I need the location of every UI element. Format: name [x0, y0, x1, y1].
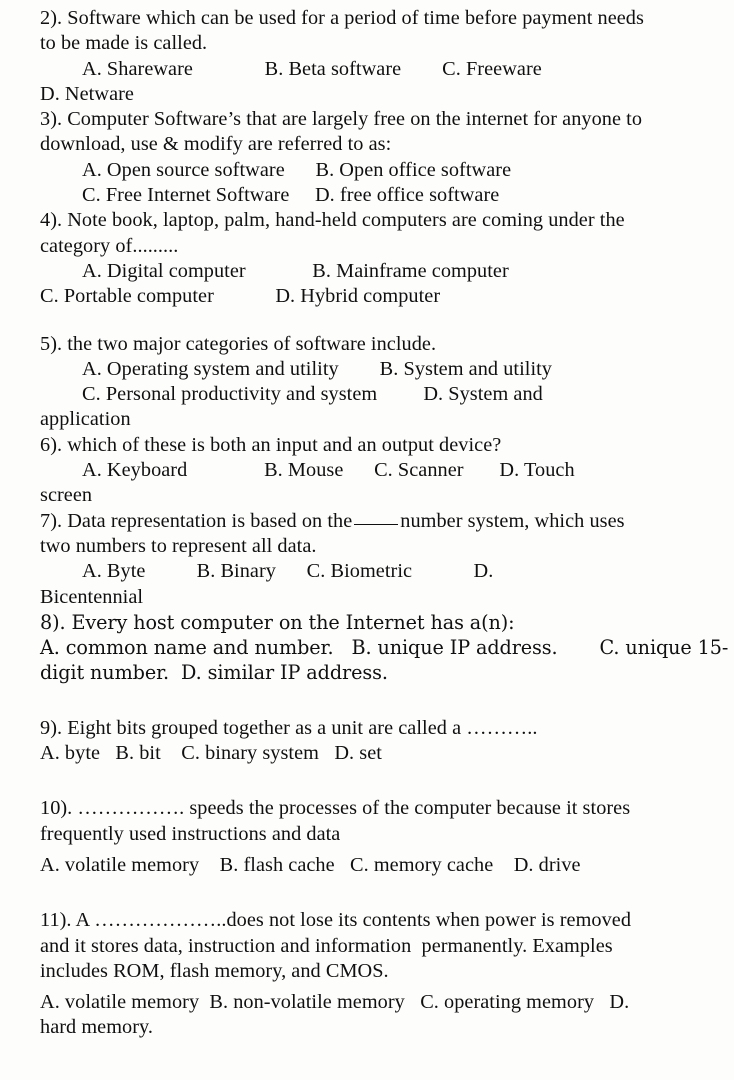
- question-6-option-line-1: A. Keyboard B. Mouse C. Scanner D. Touch: [82, 459, 575, 482]
- question-4: [40, 208, 686, 309]
- question-10-stem-line-1: 10). ……………. speeds the processes of the computer because it stores: [40, 797, 631, 820]
- question-8: [40, 610, 729, 686]
- question-7-option-line-1: A. Byte B. Binary C. Biometric D.: [82, 560, 494, 583]
- question-3: [40, 107, 686, 208]
- question-7-stem-after-blank: number system, which uses: [400, 509, 625, 532]
- spacer-after-question-10: [40, 878, 686, 908]
- question-6-stem-line-1: 6). which of these is both an input and an output device?: [40, 433, 502, 456]
- question-5: [40, 332, 686, 433]
- question-10: [40, 796, 686, 878]
- question-9-stem-line-1: 9). Eight bits grouped together as a unit are called a ………..: [40, 716, 538, 739]
- question-10-stem-line-2: frequently used instructions and data: [40, 822, 341, 845]
- question-4-option-line-1: A. Digital computer B. Mainframe computer: [82, 259, 509, 282]
- spacer-after-question-8: [40, 686, 686, 716]
- question-3-option-line-2: C. Free Internet Software D. free office software: [82, 184, 500, 207]
- question-8-option-line-1: A. common name and number. B. unique IP address. C. unique 15-: [40, 636, 729, 660]
- question-2-option-line-2: D. Netware: [40, 82, 134, 105]
- question-6: [40, 433, 686, 509]
- question-11-stem-line-1: 11). A ………………..does not lose its contents when power is removed: [40, 909, 632, 932]
- question-9-option-line-1: A. byte B. bit C. binary system D. set: [40, 742, 382, 765]
- question-3-stem-line-1: 3). Computer Software’s that are largely free on the internet for anyone to: [40, 108, 643, 131]
- question-4-option-line-2: C. Portable computer D. Hybrid computer: [40, 285, 441, 308]
- question-7-stem-before-blank: 7). Data representation is based on the: [40, 509, 353, 532]
- question-3-option-line-1: A. Open source software B. Open office software: [82, 158, 512, 181]
- question-11-option-line-1: A. volatile memory B. non-volatile memory C. operating memory D.: [40, 991, 630, 1014]
- fill-in-blank-rule: [354, 524, 398, 525]
- question-5-stem-line-1: 5). the two major categories of software include.: [40, 332, 437, 355]
- question-4-stem-line-1: 4). Note book, laptop, palm, hand-held computers are coming under the: [40, 209, 625, 232]
- question-7-stem-line-1: [40, 509, 686, 534]
- question-2: [40, 6, 686, 107]
- question-6-option-line-2: screen: [40, 484, 93, 507]
- question-2-option-line-1: A. Shareware B. Beta software C. Freeware: [82, 57, 542, 80]
- question-5-option-line-2: C. Personal productivity and system D. System and: [82, 383, 543, 406]
- question-11-option-line-2: hard memory.: [40, 1016, 154, 1039]
- question-2-stem-line-2: to be made is called.: [40, 32, 208, 55]
- question-8-stem-line-1: 8). Every host computer on the Internet has a(n):: [40, 610, 515, 634]
- question-8-option-line-2: digit number. D. similar IP address.: [40, 661, 388, 685]
- question-11-stem-line-2: and it stores data, instruction and information permanently. Examples: [40, 934, 613, 957]
- question-4-stem-line-2: category of.........: [40, 234, 179, 257]
- question-9: [40, 716, 686, 767]
- question-7-stem-line-2: two numbers to represent all data.: [40, 534, 317, 557]
- question-11-stem-line-3: includes ROM, flash memory, and CMOS.: [40, 959, 389, 982]
- spacer-after-question-4: [40, 310, 686, 332]
- question-5-option-line-1: A. Operating system and utility B. System and utility: [82, 357, 553, 380]
- question-2-stem-line-1: 2). Software which can be used for a period of time before payment needs: [40, 7, 644, 29]
- question-7: [40, 509, 686, 610]
- question-7-option-line-2: Bicentennial: [40, 585, 144, 608]
- question-10-option-line-1: A. volatile memory B. flash cache C. memory cache D. drive: [40, 853, 581, 876]
- spacer-after-question-9: [40, 766, 686, 796]
- question-11: [40, 908, 686, 1040]
- question-5-option-line-3: application: [40, 408, 131, 431]
- question-3-stem-line-2: download, use & modify are referred to as:: [40, 133, 392, 156]
